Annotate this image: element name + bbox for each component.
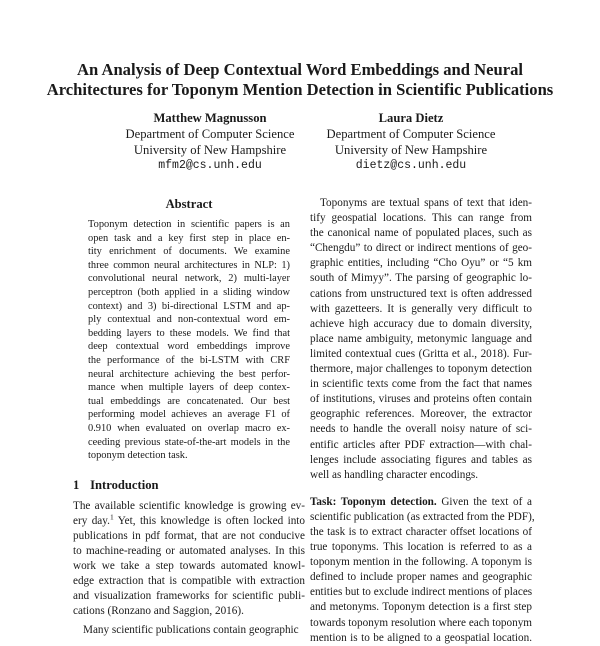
text-line: with gazetteers. It is generally very difficult to [310,302,532,315]
text-line: tual embeddings are concatenated. Our best [88,395,290,407]
title-line: An Analysis of Deep Contextual Word Embeddings and Neural [77,60,523,79]
text-line [73,514,305,529]
task-paragraph [310,495,535,646]
text-line: lenges include associating figures and tables as [310,453,532,466]
intro-paragraph [73,499,305,639]
text-line: bedding layers to these models. We find that [88,327,290,339]
author-name: Laura Dietz [378,111,444,125]
text-line: ply contextual and non-contextual word em- [88,314,290,326]
footnote-marker: 1 [109,512,114,522]
text-line: of institutions, viruses and proteins often contain [310,393,532,406]
text-line: graphic entities, including “Cho Oyu” or “5 km [310,257,532,270]
text-line: “Chengdu” to direct or indirect mentions of geo- [310,242,532,255]
text-line: ceeding previous state-of-the-art models in the [88,436,290,448]
author-department: Department of Computer Science [326,127,496,141]
text-line: the performance of the bi-LSTM with CRF [88,354,290,366]
text-line: the task is to extract character offset locations of [310,525,532,538]
text-line: three common neural architectures in NLP: 1) [88,259,290,271]
abstract-heading: Abstract [165,197,213,211]
paper-title [40,60,560,100]
text-line: deep contextual word embeddings improve [88,341,290,353]
text-line: cations (Ronzano and Saggion, 2016). [73,605,244,618]
text-line: needs to handle the overall noisy nature of sci- [310,423,532,436]
text-span: Given the text of a [436,495,532,508]
text-line: work we take a step towards automated knowl- [73,560,305,573]
text-line: place name ambiguity, metonymic language and [310,332,532,345]
section-heading-introduction [73,477,305,493]
text-line: Toponyms are textual spans of text that iden- [320,197,532,209]
text-line: to machine-reading or automated analyses. In this [73,544,305,557]
text-line: defined to include proper names and geographic [310,571,532,584]
text-line: convolutional neural network, 2) multi-layer [88,273,290,285]
text-line: south of Mimyy”. The parsing of geographic lo- [310,272,532,285]
text-line: open task and a key first step in place en- [88,232,290,244]
abstract-body [88,218,290,463]
text-line: achieve high accuracy due to domain diversity, [310,317,532,330]
text-line: and visualization frameworks for scientific publi- [73,590,305,603]
text-line: Many scientific publications contain geographic [83,624,299,637]
text-line: geographic references. Moreover, the extractor [310,408,532,421]
text-line: toponym detection task. [88,450,188,462]
author-block [95,110,325,174]
text-line: in scientific texts come from the fact that names [310,378,532,391]
text-line: mention is to be aligned to a geospatial location. [310,631,532,644]
section-number: 1 [73,477,80,492]
text-line: neural architecture achieving the best perfor- [88,368,290,380]
text-line: 0.910 when evaluated on overlap macro ex- [88,422,290,434]
text-line: Toponym detection in scientific papers is an [88,219,290,230]
text-line: well as handling character encodings. [310,468,479,481]
text-line: and metonyms. Toponym detection is a first step [310,601,532,614]
text-line: mance when multiple layers of deep contex- [88,382,290,394]
author-email: dietz@cs.unh.edu [355,159,467,172]
author-department: Department of Computer Science [125,127,295,141]
text-line: edge extraction that is compatible with extraction [73,575,305,588]
left-column [73,196,305,639]
text-line: context) and 3) bi-directional LSTM and ap- [88,300,290,312]
text-line: entific articles after PDF extraction—with chal- [310,438,532,451]
text-line: cations from unstructured text is often addressed [310,287,532,300]
text-line: performing model achieves an average F1 of [88,409,290,421]
author-university: University of New Hampshire [133,143,287,157]
text-line: towards toponym resolution where each toponym [310,616,532,629]
text-line: The available scientific knowledge is growing ev- [73,499,305,512]
section-title: Introduction [90,477,159,492]
text-line: tity enrichment of documents. We examine [88,246,290,258]
body-paragraph [310,196,532,483]
text-line: thermore, major challenges to toponym detection [310,363,532,376]
right-column [310,196,535,646]
author-university: University of New Hampshire [334,143,488,157]
paragraph-runin-heading: Task: Toponym detection. [310,495,437,508]
text-span: ery day. [73,514,110,527]
text-line: publications in pdf format, that are not conducive [73,529,305,542]
text-line: entities but to exclude indirect mentions of places [310,586,533,599]
text-line: perceptron (both applied in a sliding window [88,286,290,298]
text-line: the canonical name of populated places, such as [310,227,532,240]
text-span: Yet, this knowledge is often locked into [113,514,305,527]
text-line: tify geospatial locations. This can range from [310,212,532,225]
text-line: scientific publication (as extracted from the PDF), [310,510,535,523]
text-line [310,495,532,510]
text-line: limited contextual cues (Gritta et al., 2018). Fur- [310,347,532,360]
author-block [296,110,526,174]
text-line: toponym mention in the following. A toponym is [310,556,532,569]
author-name: Matthew Magnusson [153,111,267,125]
author-email: mfm2@cs.unh.edu [158,159,262,172]
title-line: Architectures for Toponym Mention Detection in Scientific Publications [46,80,554,99]
text-line: true toponyms. This location is referred to as a [310,541,532,554]
